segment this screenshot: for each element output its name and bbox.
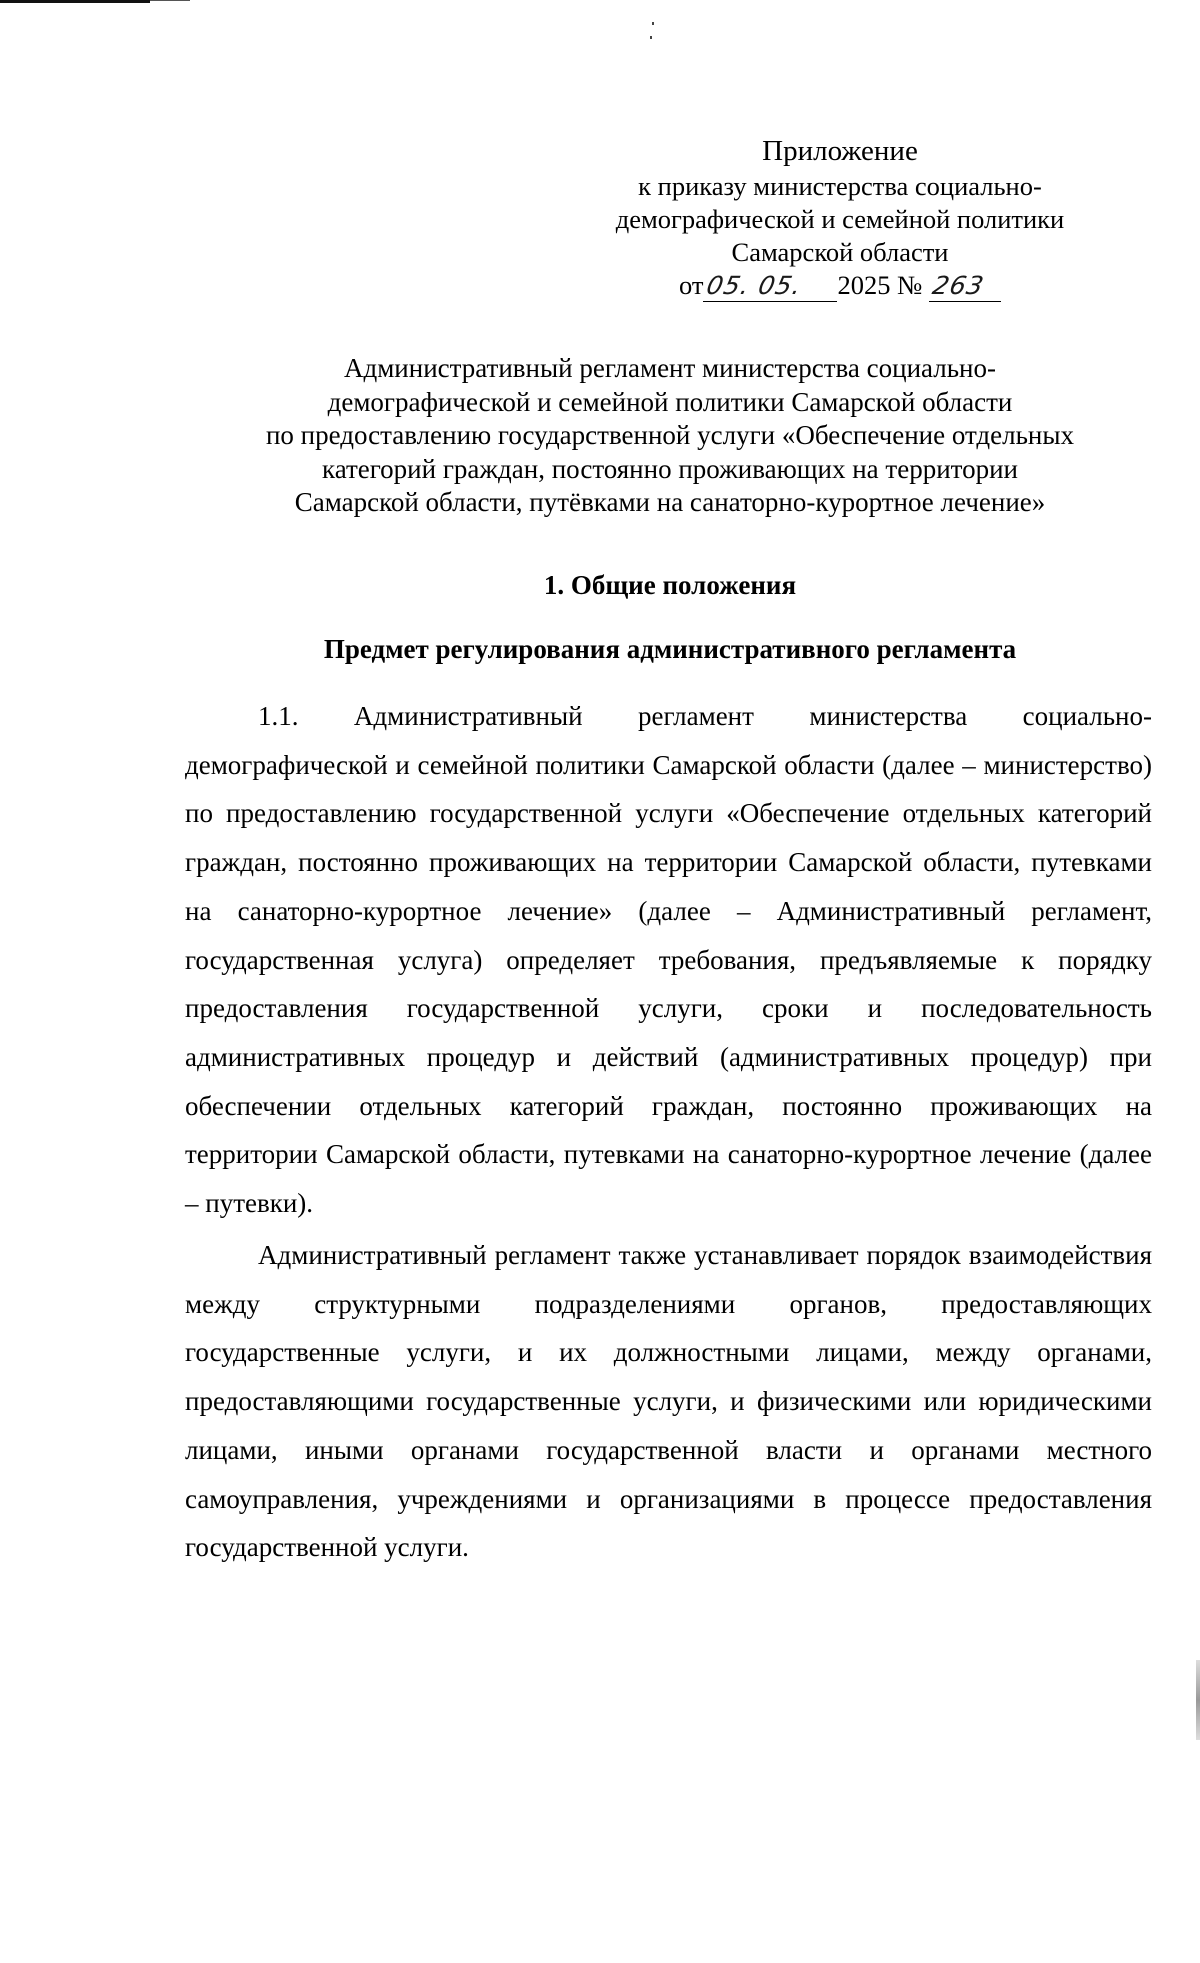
annex-line-region: Самарской области	[731, 237, 949, 267]
order-number-field	[929, 270, 1001, 302]
annex-line-ministry: демографической и семейной политики	[615, 204, 1065, 234]
scan-edge-shadow	[1196, 1660, 1200, 1740]
scan-speck	[650, 36, 652, 39]
section-heading: 1. Общие положения	[543, 570, 797, 600]
scan-speck	[652, 22, 654, 25]
handwritten-date: 05. 05.	[704, 271, 806, 300]
number-sign: №	[897, 270, 923, 300]
scan-edge-mark	[0, 0, 150, 3]
regulation-title	[185, 352, 1155, 520]
handwritten-number: 263	[930, 271, 987, 300]
regulation-title-line: Самарской области, путёвками на санаторно-курортное лечение»	[294, 487, 1046, 517]
order-date-number-line	[590, 269, 1090, 302]
regulation-title-line: категорий граждан, постоянно проживающих на территории	[322, 453, 1018, 484]
scan-edge-mark-thin	[150, 0, 190, 1]
order-year: 2025	[837, 270, 891, 300]
regulation-title-line: Административный регламент министерства социально-	[343, 353, 996, 383]
annex-block	[590, 132, 1090, 302]
annex-title: Приложение	[762, 135, 918, 167]
annex-line-order: к приказу министерства социально-	[638, 171, 1042, 201]
regulation-title-line: демографической и семейной политики Самарской области	[327, 386, 1013, 417]
from-label: от	[678, 270, 704, 300]
paragraph-2: Административный регламент также устанавливает порядок взаимодействия между структурными подразделениями органов, предоставляющих государственные услуги, и их должностными лицами, между органами, предоставляющими государственные услуги, и физическими или юридическими лицами, иными органами государственной власти и органами местного самоуправления, учреждениями и организациями в процессе предоставления государственной услуги.	[185, 1240, 1152, 1563]
section-subheading: Предмет регулирования административного регламента	[323, 634, 1017, 664]
regulation-title-line: по предоставлению государственной услуги «Обеспечение отдельных	[265, 420, 1075, 450]
order-date-field	[703, 270, 837, 302]
paragraph-1-1: 1.1. Административный регламент министерства социально-демографической и семейной политики Самарской области (далее – министерство) по предоставлению государственной услуги «Обеспечение отдельных категорий граждан, постоянно проживающих на территории Самарской области, путевками на санаторно-курортное лечение» (далее – Административный регламент, государственная услуга) определяет требования, предъявляемые к порядку предоставления государственной услуги, сроки и последовательность административных процедур и действий (административных процедур) при обеспечении отдельных категорий граждан, постоянно проживающих на территории Самарской области, путевками на санаторно-курортное лечение (далее – путевки).	[185, 701, 1152, 1219]
